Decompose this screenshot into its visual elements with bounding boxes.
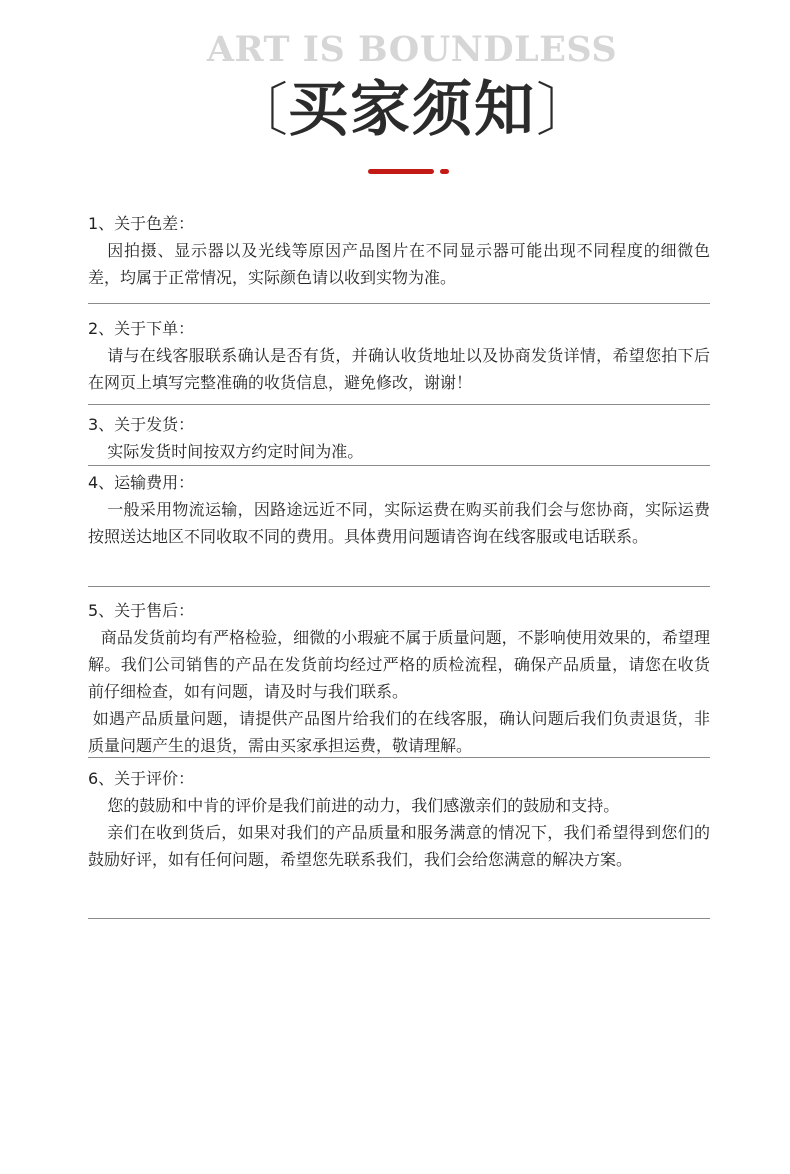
section-title: 1、关于色差：: [88, 214, 195, 233]
section-ordering: [88, 304, 710, 405]
title-bracket-left: 〔: [229, 76, 288, 144]
section-paragraph: 亲们在收到货后，如果对我们的产品质量和服务满意的情况下，我们希望得到您们的鼓励好评，如有任何问题，希望您先联系我们，我们会给您满意的解决方案。: [88, 823, 710, 869]
section-reviews: [88, 758, 710, 919]
section-paragraph: 如遇产品质量问题，请提供产品图片给我们的在线客服，确认问题后我们负责退货，非质量问题产生的退货，需由买家承担运费，敬请理解。: [88, 709, 710, 755]
section-shipping: [88, 405, 710, 466]
accent-bar-short: [440, 169, 449, 174]
section-paragraph: 一般采用物流运输，因路途远近不同，实际运费在购买前我们会与您协商，实际运费按照送达地区不同收取不同的费用。具体费用问题请咨询在线客服或电话联系。: [88, 500, 710, 546]
title-bracket-right: 〕: [536, 76, 595, 144]
section-title: 2、关于下单：: [88, 319, 195, 338]
section-color-difference: [88, 208, 710, 304]
section-title: 4、运输费用：: [88, 473, 195, 492]
section-title: 6、关于评价：: [88, 769, 195, 788]
section-after-sales: [88, 587, 710, 758]
page-title: 买家须知: [288, 75, 536, 145]
section-paragraph: 您的鼓励和中肯的评价是我们前进的动力，我们感激亲们的鼓励和支持。: [107, 796, 620, 815]
notice-content: [88, 208, 710, 919]
section-paragraph: 实际发货时间按双方约定时间为准。: [107, 442, 364, 461]
section-title: 5、关于售后：: [88, 601, 195, 620]
section-title: 3、关于发货：: [88, 415, 195, 434]
section-shipping-fees: [88, 466, 710, 587]
title-row: [0, 72, 790, 148]
accent-bar-long: [368, 169, 434, 174]
section-paragraph: 请与在线客服联系确认是否有货，并确认收货地址以及协商发货详情，希望您拍下后在网页上填写完整准确的收货信息，避免修改，谢谢！: [88, 346, 710, 392]
page-header: [0, 0, 790, 180]
section-paragraph: 商品发货前均有严格检验，细微的小瑕疵不属于质量问题，不影响使用效果的，希望理解。我们公司销售的产品在发货前均经过严格的质检流程，确保产品质量，请您在收货前仔细检查，如有问题，请及时与我们联系。: [88, 628, 710, 701]
header-subtitle: ART IS BOUNDLESS: [206, 29, 618, 70]
section-paragraph: 因拍摄、显示器以及光线等原因产品图片在不同显示器可能出现不同程度的细微色差，均属于正常情况，实际颜色请以收到实物为准。: [88, 241, 710, 287]
